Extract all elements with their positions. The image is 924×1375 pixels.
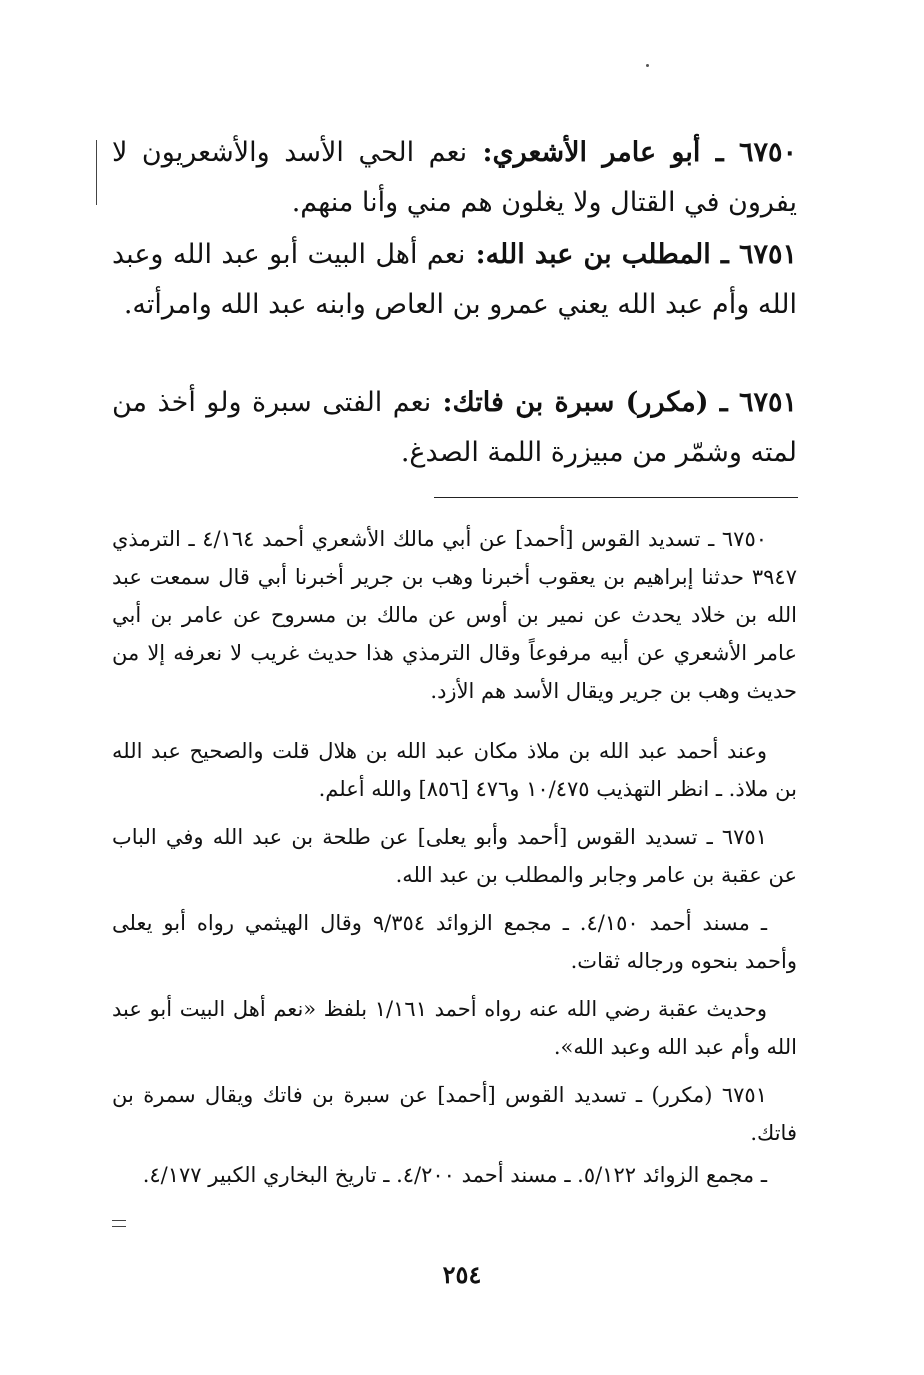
footnote-5: وحديث عقبة رضي الله عنه رواه أحمد ١/١٦١ بلفظ «نعم أهل البيت أبو عبد الله وأم عبد الله وعبد الله». <box>112 997 797 1059</box>
entry-text: نعم الفتى سبرة ولو أخذ من لمته وشمّر من مبيزرة اللمة الصدغ. <box>112 387 797 468</box>
footnote-7: ـ مجمع الزوائد ٥/١٢٢. ـ مسند أحمد ٤/٢٠٠. ـ تاريخ البخاري الكبير ٤/١٧٧. <box>142 1163 767 1187</box>
footnote-2: وعند أحمد عبد الله بن ملاذ مكان عبد الله بن هلال قلت والصحيح عبد الله بن ملاذ. ـ انظر التهذيب ١٠/٤٧٥ و٤٧٦ [٨٥٦] والله أعلم. <box>112 739 797 801</box>
corner-dot <box>646 64 649 67</box>
entry-6751 <box>112 230 797 330</box>
page-number: ٢٥٤ <box>442 1260 482 1289</box>
entry-6750 <box>112 128 797 228</box>
footnote-6: ٦٧٥١ (مكرر) ـ تسديد القوس [أحمد] عن سبرة بن فاتك ويقال سمرة بن فاتك. <box>112 1083 797 1145</box>
margin-mark-bottom <box>112 1220 126 1227</box>
entry-text: نعم الحي الأسد والأشعريون لا يفرون في القتال ولا يغلون هم مني وأنا منهم. <box>112 137 797 218</box>
entry-6751-repeat <box>112 378 797 478</box>
footnote-separator <box>434 497 798 498</box>
entry-number: ٦٧٥١ <box>738 239 797 270</box>
entry-heading: ـ (مكرر) سبرة بن فاتك: <box>442 387 728 418</box>
margin-mark <box>96 140 97 205</box>
footnote-1: ٦٧٥٠ ـ تسديد القوس [أحمد] عن أبي مالك الأشعري أحمد ٤/١٦٤ ـ الترمذي ٣٩٤٧ حدثنا إبراهيم بن يعقوب أخبرنا وهب بن جرير أخبرنا أبي قال سمعت عبد الله بن خلاد يحدث عن نمير بن أوس عن مالك بن مسروح عن عامر بن أبي عامر الأشعري عن أبيه مرفوعاً وقال الترمذي هذا حديث غريب لا نعرفه إلا من حديث وهب بن جرير ويقال الأسد هم الأزد. <box>112 527 797 703</box>
footnote-3: ٦٧٥١ ـ تسديد القوس [أحمد وأبو يعلى] عن طلحة بن عبد الله وفي الباب عن عقبة بن عامر وجابر والمطلب بن عبد الله. <box>112 825 797 887</box>
entry-heading: ـ أبو عامر الأشعري: <box>482 137 724 168</box>
entry-number: ٦٧٥٠ <box>738 137 797 168</box>
entry-heading: ـ المطلب بن عبد الله: <box>475 239 729 270</box>
entry-number: ٦٧٥١ <box>738 387 797 418</box>
entry-text: نعم أهل البيت أبو عبد الله وعبد الله وأم عبد الله يعني عمرو بن العاص وابنه عبد الله وامرأته. <box>112 239 797 320</box>
footnote-4: ـ مسند أحمد ٤/١٥٠. ـ مجمع الزوائد ٩/٣٥٤ وقال الهيثمي رواه أبو يعلى وأحمد بنحوه ورجاله ثقات. <box>112 911 797 973</box>
